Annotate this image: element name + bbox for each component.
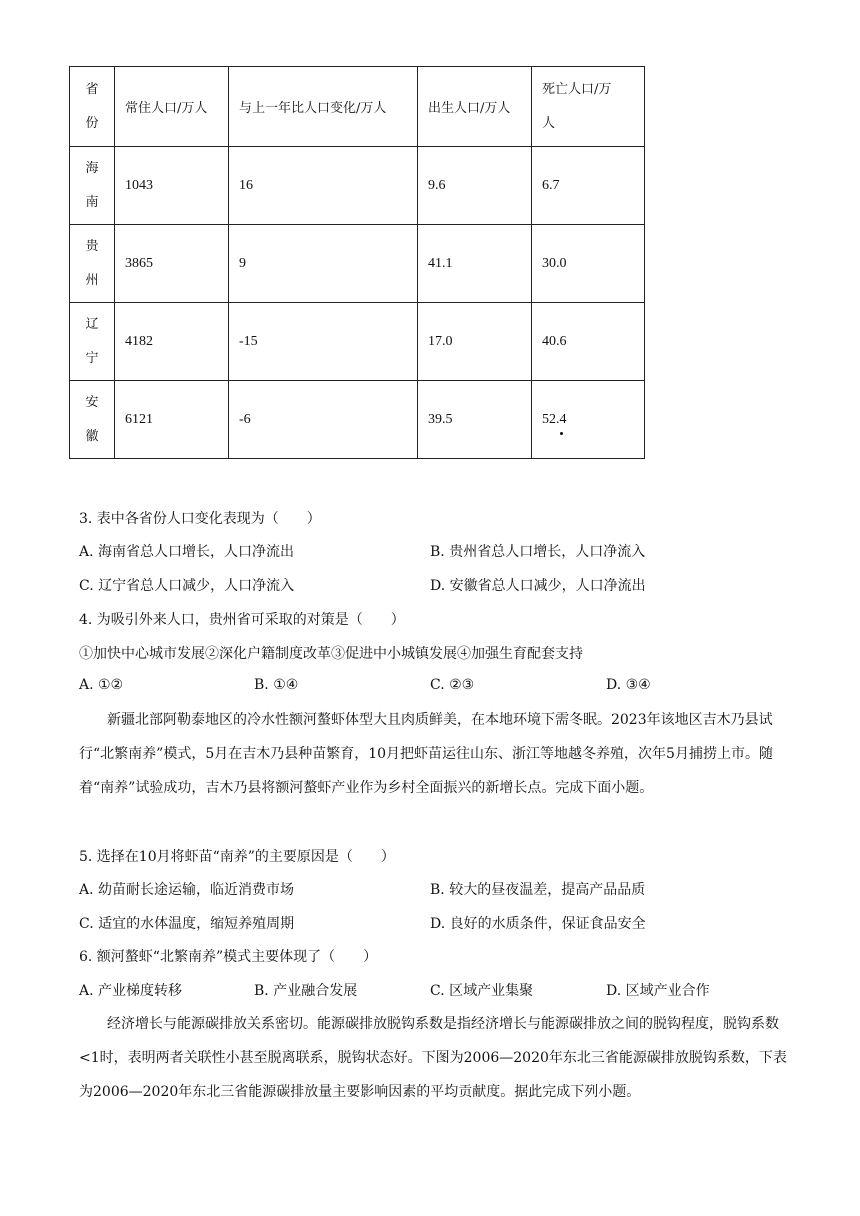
header-births: 出生人口/万人	[418, 67, 532, 147]
province-cell: 安 徽	[70, 381, 115, 459]
question-5-option-c[interactable]: C. 适宜的水体温度，缩短养殖周期	[79, 916, 295, 932]
population-cell: 3865	[115, 225, 229, 303]
passage-shrimp-text: 新疆北部阿勒泰地区的冷水性额河螯虾体型大且肉质鲜美，在本地环境下需冬眠。2023年该地区吉木乃县试行“北繁南养”模式，5月在吉木乃县种苗繁育，10月把虾苗运往山东、浙江等地越冬养殖，次年5月捕捞上市。随着“南养”试验成功，吉木乃县将额河螯虾产业作为乡村全面振兴的新增长点。完成下面小题。	[79, 712, 773, 796]
change-cell: 9	[229, 225, 418, 303]
change-cell: -6	[229, 381, 418, 459]
question-5-option-d[interactable]: D. 良好的水质条件，保证食品安全	[430, 916, 646, 932]
question-6-option-a[interactable]: A. 产业梯度转移	[79, 983, 183, 999]
question-3-option-d[interactable]: D. 安徽省总人口减少，人口净流出	[430, 578, 646, 594]
question-5-stem: 5. 选择在10月将虾苗“南养”的主要原因是（ ）	[79, 849, 395, 865]
province-cell: 辽 宁	[70, 303, 115, 381]
population-cell: 1043	[115, 147, 229, 225]
header-deaths: 死亡人口/万 人	[532, 67, 645, 147]
question-4-option-d[interactable]: D. ③④	[606, 677, 651, 693]
question-3-option-b[interactable]: B. 贵州省总人口增长，人口净流入	[430, 544, 646, 560]
question-6-stem: 6. 额河螯虾“北繁南养”模式主要体现了（ ）	[79, 949, 378, 965]
province-cell: 贵 州	[70, 225, 115, 303]
births-cell: 17.0	[418, 303, 532, 381]
question-4-items: ①加快中心城市发展②深化户籍制度改革③促进中小城镇发展④加强生育配套支持	[79, 646, 583, 662]
table-header-row	[70, 67, 645, 147]
deaths-cell: 52.4	[532, 381, 645, 459]
change-cell: 16	[229, 147, 418, 225]
header-change: 与上一年比人口变化/万人	[229, 67, 418, 147]
table-row	[70, 381, 645, 459]
births-cell: 41.1	[418, 225, 532, 303]
question-5-option-b[interactable]: B. 较大的昼夜温差，提高产品品质	[430, 882, 646, 898]
table-row	[70, 225, 645, 303]
province-cell: 海 南	[70, 147, 115, 225]
question-4-option-a[interactable]: A. ①②	[79, 677, 124, 693]
header-province: 省 份	[70, 67, 115, 147]
question-4-option-b[interactable]: B. ①④	[254, 677, 299, 693]
question-3-option-a[interactable]: A. 海南省总人口增长，人口净流出	[79, 544, 295, 560]
change-cell: -15	[229, 303, 418, 381]
question-6-option-c[interactable]: C. 区域产业集聚	[430, 983, 534, 999]
question-6-option-b[interactable]: B. 产业融合发展	[254, 983, 358, 999]
table-row	[70, 303, 645, 381]
population-cell: 6121	[115, 381, 229, 459]
deaths-cell: 40.6	[532, 303, 645, 381]
question-3-option-c[interactable]: C. 辽宁省总人口减少，人口净流入	[79, 578, 295, 594]
births-cell: 39.5	[418, 381, 532, 459]
header-population: 常住人口/万人	[115, 67, 229, 147]
table-row	[70, 147, 645, 225]
question-5-option-a[interactable]: A. 幼苗耐长途运输，临近消费市场	[79, 882, 295, 898]
deaths-cell: 6.7	[532, 147, 645, 225]
passage-carbon	[79, 1007, 791, 1109]
births-cell: 9.6	[418, 147, 532, 225]
question-3-stem: 3. 表中各省份人口变化表现为（ ）	[79, 511, 321, 527]
question-4-option-c[interactable]: C. ②③	[430, 677, 475, 693]
deaths-cell: 30.0	[532, 225, 645, 303]
question-4-stem: 4. 为吸引外来人口，贵州省可采取的对策是（ ）	[79, 612, 405, 628]
population-table	[69, 66, 645, 459]
question-6-option-d[interactable]: D. 区域产业合作	[606, 983, 710, 999]
passage-carbon-text: 经济增长与能源碳排放关系密切。能源碳排放脱钩系数是指经济增长与能源碳排放之间的脱钩程度，脱钩系数<1时，表明两者关联性小甚至脱离联系，脱钩状态好。下图为2006—2020年东北三省能源碳排放脱钩系数，下表为2006—2020年东北三省能源碳排放量主要影响因素的平均贡献度。据此完成下列小题。	[79, 1016, 787, 1100]
population-cell: 4182	[115, 303, 229, 381]
passage-shrimp	[79, 703, 791, 805]
